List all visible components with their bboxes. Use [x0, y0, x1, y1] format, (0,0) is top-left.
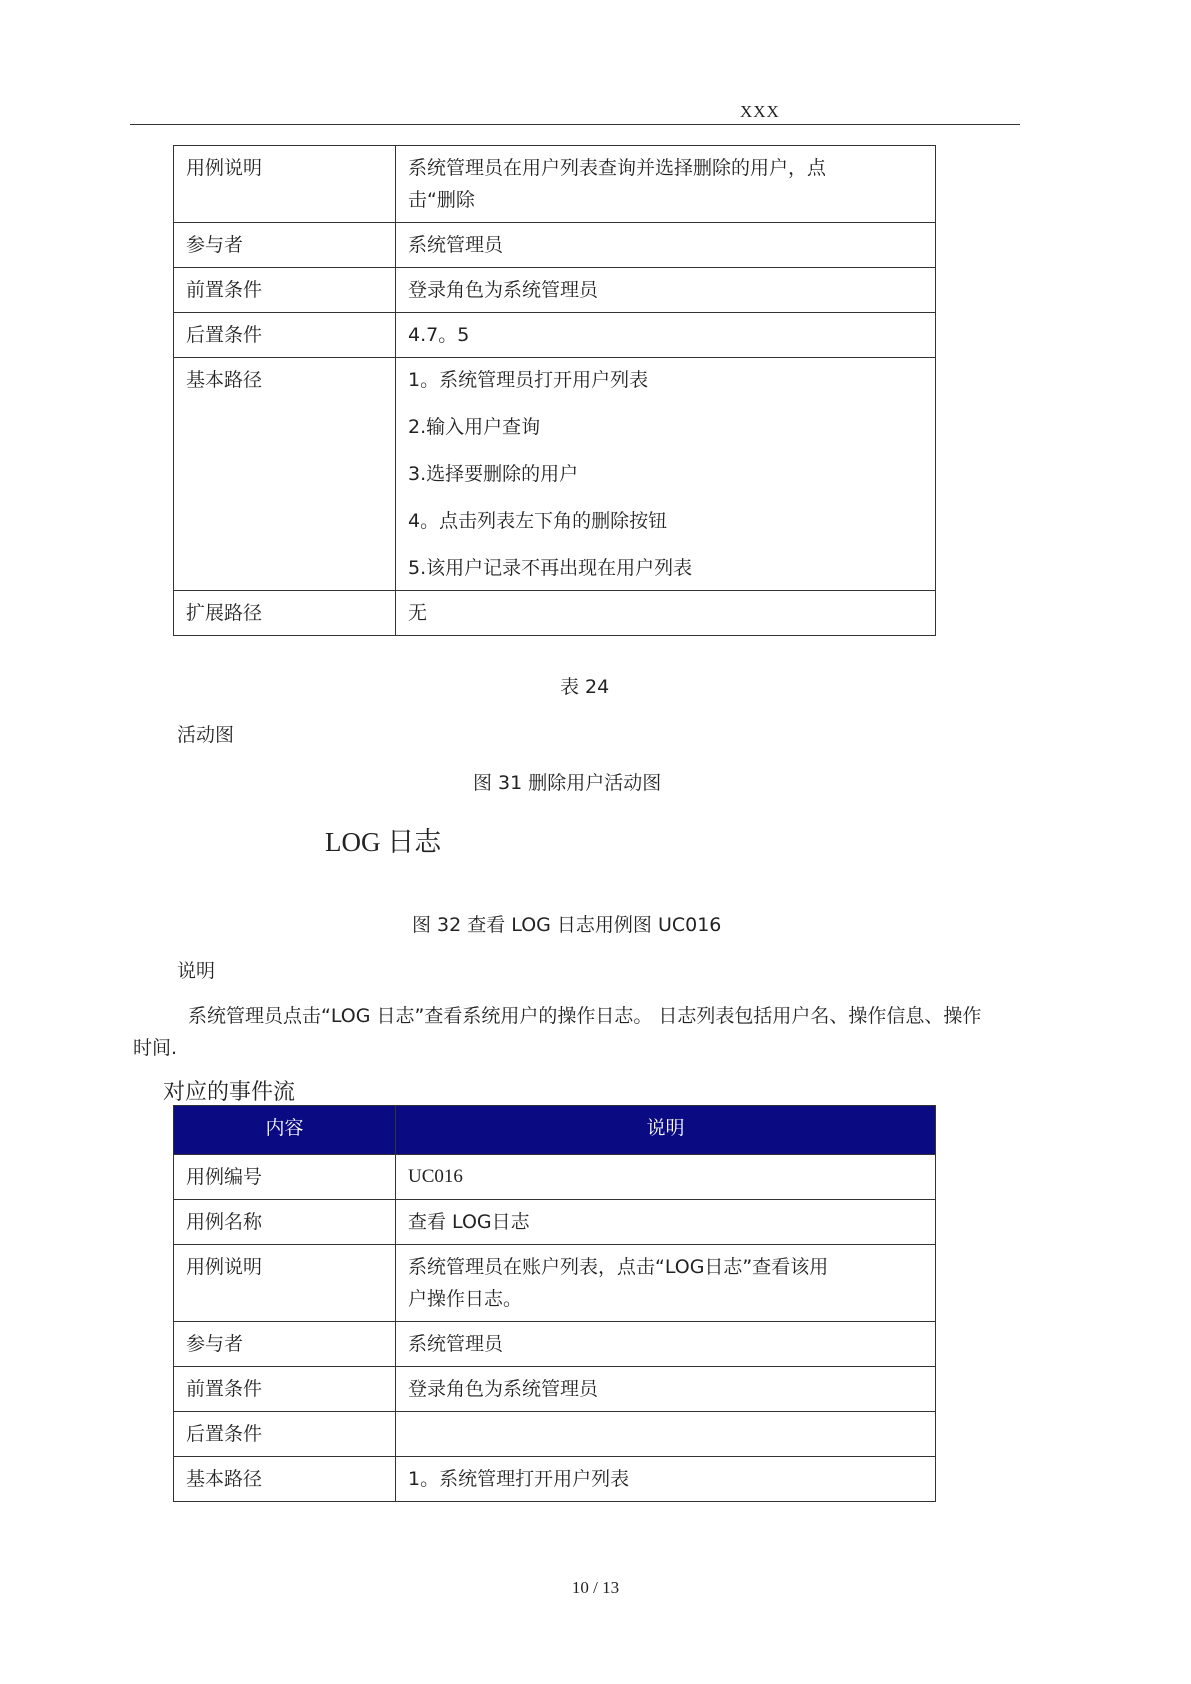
- table-row: [174, 146, 936, 223]
- table-row: [174, 1367, 936, 1412]
- row-value: 登录角色为系统管理员: [396, 1367, 936, 1412]
- path-step: 2.输入用户查询: [408, 416, 541, 438]
- page-number: 10 / 13: [571, 1578, 620, 1597]
- row-value-line: 系统管理员在账户列表，点击“LOG日志”查看该用: [408, 1256, 829, 1278]
- table-row: [174, 1200, 936, 1245]
- row-label: 前置条件: [174, 1367, 396, 1412]
- use-case-table-delete-user: [173, 145, 936, 636]
- table-row: [174, 313, 936, 358]
- path-step: 1。系统管理员打开用户列表: [408, 369, 649, 391]
- table-row: [174, 1155, 936, 1200]
- row-value: [396, 358, 936, 591]
- row-value: 查看 LOG日志: [396, 1200, 936, 1245]
- description-label: 说明: [177, 960, 216, 982]
- row-value-line: 击“删除: [408, 189, 475, 211]
- table-row: [174, 1322, 936, 1367]
- header-text: XXX: [740, 102, 780, 121]
- path-step: 5.该用户记录不再出现在用户列表: [408, 557, 693, 579]
- column-header: 内容: [174, 1106, 396, 1155]
- page-header: [130, 100, 1020, 125]
- activity-label: 活动图: [177, 724, 235, 746]
- table-row: [174, 1457, 936, 1502]
- row-value-line: 系统管理员在用户列表查询并选择删除的用户，点: [408, 157, 827, 179]
- row-value: [396, 1245, 936, 1322]
- row-value: 系统管理员: [396, 1322, 936, 1367]
- row-value: 登录角色为系统管理员: [396, 268, 936, 313]
- row-label: 后置条件: [174, 1412, 396, 1457]
- row-label: 用例编号: [174, 1155, 396, 1200]
- table-row: [174, 591, 936, 636]
- row-label: 参与者: [174, 223, 396, 268]
- row-value: 系统管理员: [396, 223, 936, 268]
- row-value: 无: [396, 591, 936, 636]
- row-value-line: 户操作日志。: [408, 1288, 523, 1310]
- figure-31-caption: 图 31 删除用户活动图: [473, 772, 662, 794]
- row-label: 用例名称: [174, 1200, 396, 1245]
- row-label: 后置条件: [174, 313, 396, 358]
- table-row: [174, 1245, 936, 1322]
- row-label: 基本路径: [174, 1457, 396, 1502]
- row-label: 基本路径: [174, 358, 396, 591]
- table-header-row: [174, 1106, 936, 1155]
- figure-32-caption: 图 32 查看 LOG 日志用例图 UC016: [412, 914, 722, 936]
- row-value: 1。系统管理打开用户列表: [396, 1457, 936, 1502]
- table-row: [174, 1412, 936, 1457]
- table-caption: 表 24: [560, 676, 610, 698]
- row-value: UC016: [396, 1155, 936, 1200]
- table-row: [174, 358, 936, 591]
- row-value: [396, 146, 936, 223]
- row-label: 前置条件: [174, 268, 396, 313]
- description-text: 系统管理员点击“LOG 日志”查看系统用户的操作日志。 日志列表包括用户名、操作信息、操作时间.: [133, 1005, 982, 1059]
- row-label: 用例说明: [174, 1245, 396, 1322]
- event-flow-heading: 对应的事件流: [163, 1080, 296, 1105]
- use-case-table-log: [173, 1105, 936, 1502]
- row-label: 用例说明: [174, 146, 396, 223]
- row-label: 参与者: [174, 1322, 396, 1367]
- table-row: [174, 223, 936, 268]
- column-header: 说明: [396, 1106, 936, 1155]
- row-value: 4.7。5: [396, 313, 936, 358]
- row-value: [396, 1412, 936, 1457]
- table-row: [174, 268, 936, 313]
- row-label: 扩展路径: [174, 591, 396, 636]
- path-step: 4。点击列表左下角的删除按钮: [408, 510, 668, 532]
- section-heading: LOG 日志: [325, 827, 442, 857]
- path-step: 3.选择要删除的用户: [408, 463, 579, 485]
